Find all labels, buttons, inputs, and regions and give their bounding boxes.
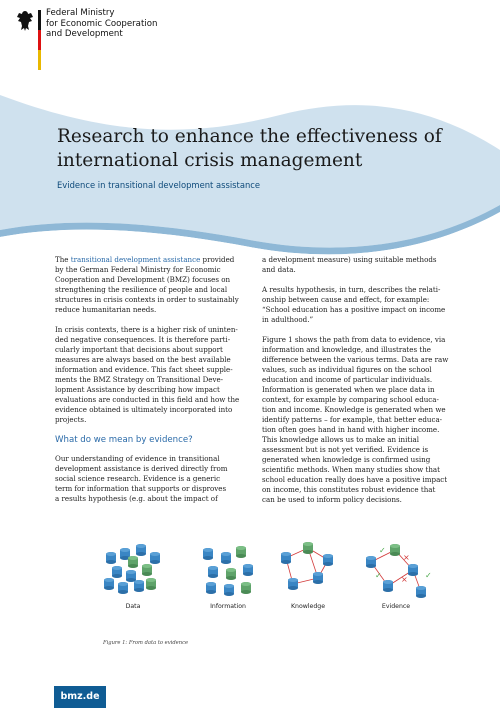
svg-text:✓: ✓ bbox=[425, 571, 432, 580]
evidence-network-icon bbox=[366, 544, 432, 598]
svg-text:✓: ✓ bbox=[375, 571, 382, 580]
svg-text:✓: ✓ bbox=[379, 546, 386, 555]
right-column bbox=[262, 255, 454, 515]
hypothesis-paragraph: A results hypothesis, in turn, describes the relati- onship between cause and effect, for example: “School education has a positive impact on income in adulthood.” bbox=[262, 285, 446, 324]
evidence-paragraph: Our understanding of evidence in transitional development assistance is derived directly from social science research. Evidence is a generic term for information that supports or disproves a results hypothesis (e.g. about the impact of bbox=[55, 454, 228, 503]
page-subtitle: Evidence in transitional development assistance bbox=[57, 180, 261, 190]
svg-text:×: × bbox=[403, 553, 410, 562]
figure-diagram bbox=[103, 540, 443, 602]
federal-eagle-icon bbox=[16, 10, 34, 32]
section-heading-evidence: What do we mean by evidence? bbox=[55, 435, 193, 445]
figure-caption: Figure 1: From data to evidence bbox=[103, 640, 189, 646]
knowledge-network-icon bbox=[281, 542, 333, 590]
page-title: Research to enhance the effectiveness of international crisis management bbox=[57, 126, 442, 171]
svg-text:×: × bbox=[401, 575, 408, 584]
information-cluster-icon bbox=[203, 546, 253, 596]
german-flag-stripe bbox=[38, 10, 41, 70]
continuation-paragraph: a development measure) using suitable methods and data. bbox=[262, 255, 437, 274]
left-column bbox=[55, 255, 245, 514]
data-cluster-icon bbox=[104, 544, 160, 594]
figure-label-evidence: Evidence bbox=[381, 603, 411, 610]
ministry-name: Federal Ministry for Economic Cooperation and Development bbox=[46, 8, 158, 40]
bmz-logo[interactable]: bmz.de bbox=[54, 686, 106, 708]
ministry-logo bbox=[14, 8, 214, 68]
figure-label-knowledge: Knowledge bbox=[290, 603, 325, 610]
figure-data-to-evidence bbox=[103, 540, 443, 620]
figure-description-paragraph: Figure 1 shows the path from data to evidence, via information and knowledge, and illustrates the difference between the various terms. Data are raw values, such as individual figures on the school education and income of particular individuals. Information is generated when we place data in context, for example by comparing school educa- tion and income. Knowledge is generated when we identify patterns – for example, that better educa- tion often goes hand in hand with higher income. This knowledge allows us to make an initial assessment but is not yet verified. Evidence is generated when knowledge is confirmed using scientific methods. When many studies show that school education really does have a positive impact on income, this constitutes robust evidence that can be used to inform policy decisions. bbox=[262, 335, 449, 504]
crisis-context-paragraph: In crisis contexts, there is a higher risk of uninten- ded negative consequences. It is therefore parti- cularly important that decisions about support measures are always based on the best available information and evidence. This fact sheet supple- ments the BMZ Strategy on Transitional Deve- lopment Assistance by describing how impact evaluations are conducted in this field and how the evidence obtained is ultimately incorporated into projects. bbox=[55, 325, 240, 424]
figure-label-data: Data bbox=[125, 603, 141, 610]
figure-label-information: Information bbox=[210, 603, 246, 610]
intro-paragraph: The transitional development assistance provided by the German Federal Ministry for Economic Cooperation and Development (BMZ) focuses on strengthening the resilience of people and local structures in crisis contexts in order to sustainably reduce humanitarian needs. bbox=[55, 255, 239, 314]
transitional-development-link[interactable]: transitional development assistance bbox=[70, 255, 201, 264]
